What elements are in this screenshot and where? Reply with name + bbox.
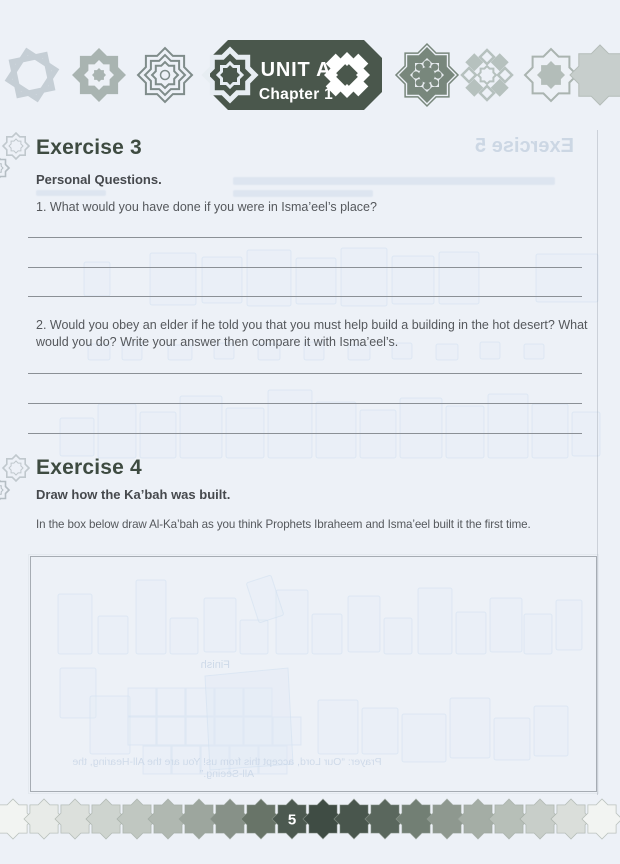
drawing-box[interactable]: [30, 556, 597, 792]
answer-line[interactable]: [28, 267, 582, 268]
exercise3-star-icon: [0, 130, 36, 186]
bleedthrough-text-bar: [233, 177, 555, 185]
exercise4-title: Exercise 4: [36, 456, 142, 479]
bleedthrough-text-bar: [233, 190, 373, 197]
answer-line[interactable]: [28, 296, 582, 297]
exercise3-title: Exercise 3: [36, 136, 142, 159]
header-ornament-row: [0, 28, 620, 120]
unit-label: UNIT A: [260, 59, 332, 81]
footer-star-strip: [0, 796, 620, 844]
answer-line[interactable]: [28, 237, 582, 238]
exercise4-star-icon: [0, 452, 36, 508]
question-1: 1. What would you have done if you were in Isma’eel’s place?: [36, 200, 377, 214]
exercise4-instruction: In the box below draw Al-Ka’bah as you think Prophets Ibraheem and Isma’eel built it the first time.: [36, 518, 531, 531]
question-2: 2. Would you obey an elder if he told you that you must help build a building in the hot desert? What would you do? Write your answer then compare it with Isma’eel’s.: [36, 318, 588, 349]
chapter-label: Chapter 1: [258, 86, 334, 103]
exercise3-subtitle: Personal Questions.: [36, 172, 162, 187]
exercise4-subtitle: Draw how the Ka’bah was built.: [36, 487, 231, 502]
unit-chapter-badge: [205, 40, 382, 110]
bleedthrough-exercise5-title: Exercise 5: [475, 135, 574, 157]
page-number: 5: [287, 811, 297, 829]
page-edge-line: [597, 130, 598, 795]
answer-line[interactable]: [28, 403, 582, 404]
bleedthrough-prayer-text: Prayer: “Our Lord, accept this from us! You are the All-Hearing, the All-Seeing.”: [72, 756, 382, 780]
answer-line[interactable]: [28, 433, 582, 434]
bleedthrough-finish-label: Finish: [200, 659, 230, 671]
footer-star: [582, 799, 620, 839]
bleedthrough-text-bar: [36, 190, 106, 196]
answer-line[interactable]: [28, 373, 582, 374]
